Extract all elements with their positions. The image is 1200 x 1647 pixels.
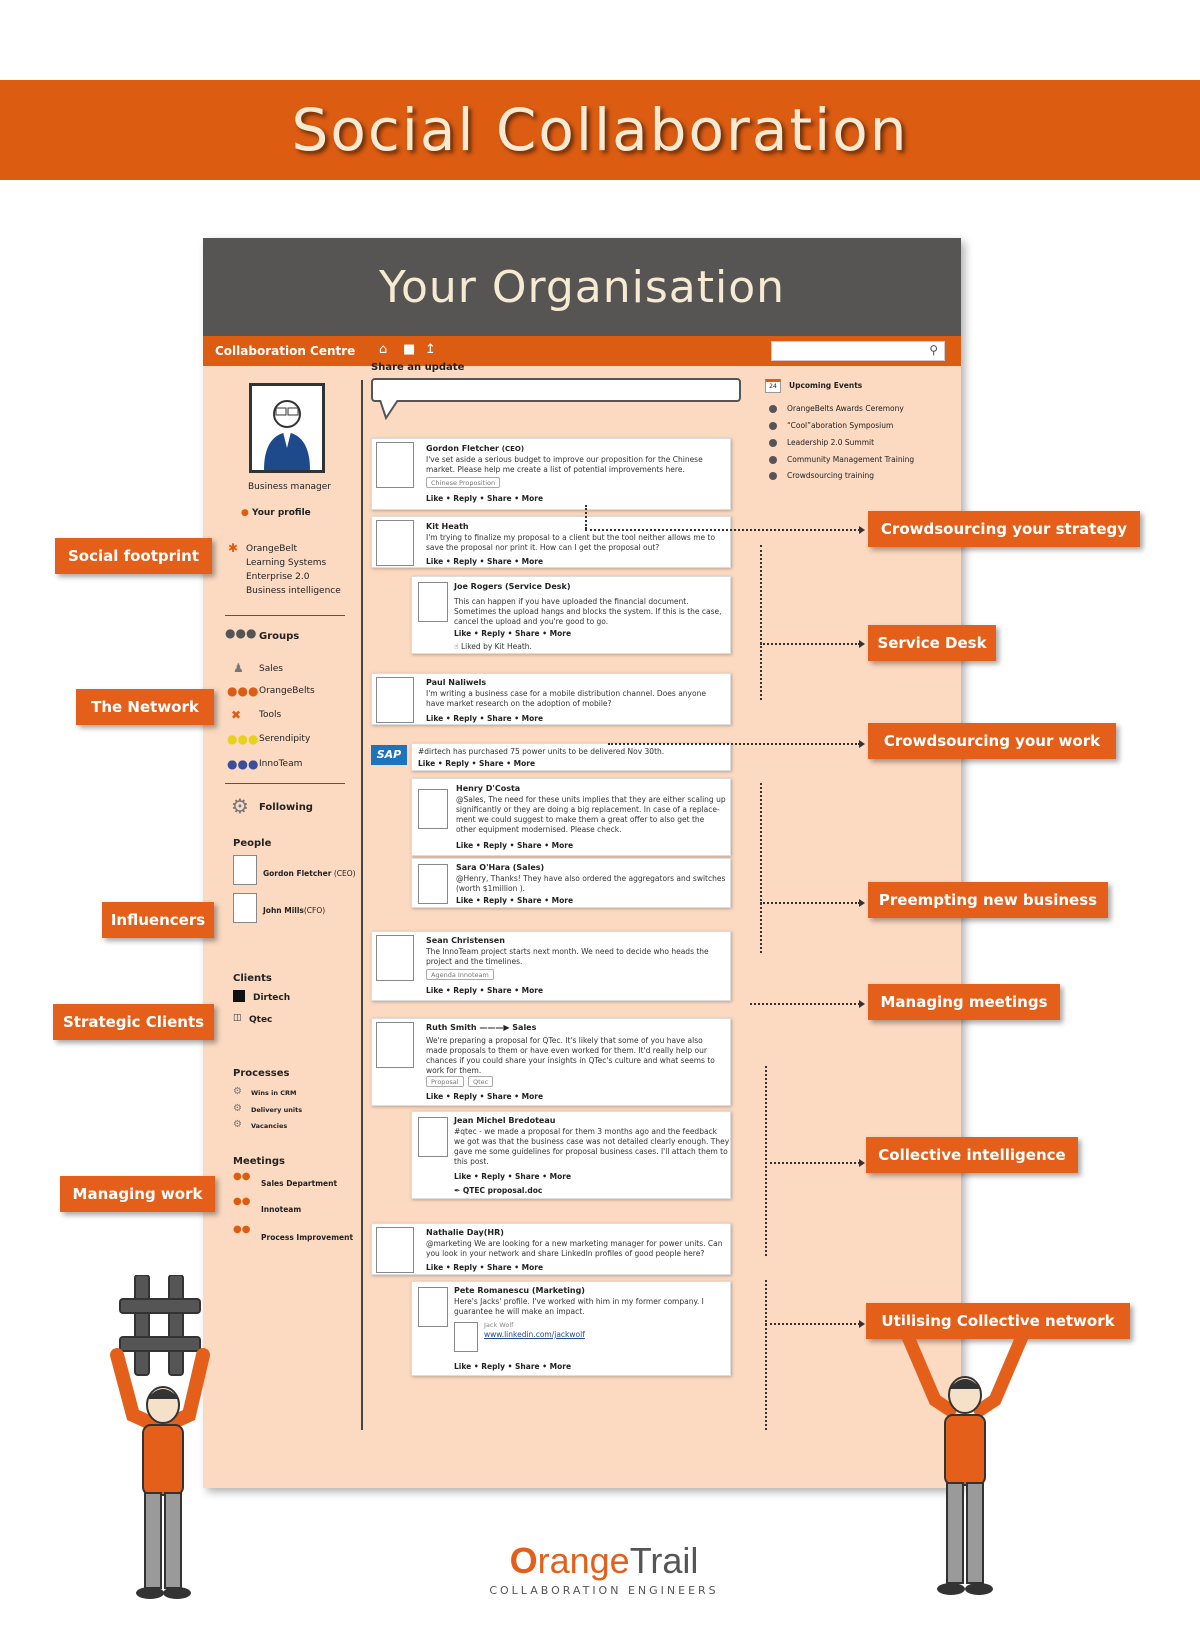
label-the-network: The Network <box>76 689 214 725</box>
separator: • <box>445 986 451 995</box>
share-button[interactable]: Share <box>487 494 512 503</box>
post-actions <box>426 494 543 503</box>
like-button[interactable]: Like <box>426 986 444 995</box>
avatar[interactable] <box>418 789 448 829</box>
separator: • <box>479 557 485 566</box>
post-card <box>411 743 731 771</box>
serendipity-group-icon: ●●● <box>227 732 259 746</box>
post-body: We're preparing a proposal for QTec. It's likely that some of you have also made proposals to them or have even worked for them. It'd really help our chances if you could share your insights in QTec's culture and what seems to work for them. <box>426 1036 715 1075</box>
like-button[interactable]: Like <box>426 557 444 566</box>
meeting-item[interactable]: Process Improvement <box>261 1233 354 1242</box>
group-item-tools[interactable]: Tools <box>259 710 282 720</box>
arrow-icon <box>859 1000 865 1008</box>
more-button[interactable]: More <box>549 629 572 638</box>
process-item[interactable]: Delivery units <box>251 1106 303 1114</box>
reply-button[interactable]: Reply <box>453 1263 477 1272</box>
pin-icon[interactable]: ↥ <box>425 342 436 357</box>
post-body: @Sales, The need for these units implies that they are either scaling up significantly or they are doing a big replacement. In case of a replace-ment we could suggest to make them a great offer to also get the other equipment modernised. Please check. <box>456 795 726 834</box>
reply-button[interactable]: Reply <box>453 714 477 723</box>
separator: • <box>479 494 485 503</box>
event-item[interactable] <box>769 471 874 480</box>
liked-by <box>454 642 532 652</box>
comment-icon[interactable]: ■ <box>403 342 416 357</box>
person-role: (CFO) <box>303 906 326 915</box>
post-actions <box>426 714 543 723</box>
share-button[interactable]: Share <box>515 1172 540 1181</box>
post-actions <box>454 629 571 638</box>
people-heading: People <box>233 838 272 849</box>
post-tag[interactable]: Proposal <box>426 1076 464 1087</box>
separator: • <box>479 986 485 995</box>
bullet-icon <box>769 472 777 480</box>
bullet-icon <box>769 405 777 413</box>
banner-title: Social Collaboration <box>291 96 909 164</box>
post-body: I've set aside a serious budget to improve our proposition for the Chinese market. Please help me create a list of potential improvements here. <box>426 455 703 474</box>
post-author[interactable]: Henry D'Costa <box>456 784 521 793</box>
like-button[interactable]: Like <box>426 1263 444 1272</box>
label-crowdsourcing-work: Crowdsourcing your work <box>868 723 1116 759</box>
like-button[interactable]: Like <box>454 1362 472 1371</box>
org-title: Your Organisation <box>378 261 786 313</box>
like-button[interactable]: Like <box>426 494 444 503</box>
innoteam-group-icon: ●●● <box>227 757 259 771</box>
author-name: Ruth Smith <box>426 1023 477 1032</box>
separator: • <box>479 1092 485 1101</box>
separator: • <box>514 986 520 995</box>
attachment[interactable] <box>454 1186 542 1195</box>
person-icon: ● <box>241 508 249 518</box>
event-label: Leadership 2.0 Summit <box>787 438 875 447</box>
separator: • <box>445 714 451 723</box>
reply-button[interactable]: Reply <box>483 841 507 850</box>
calendar-icon <box>765 379 781 393</box>
separator: • <box>471 759 477 768</box>
author-role: (CEO) <box>501 445 525 453</box>
linkedin-card-name: Jack Wolf <box>484 1321 514 1329</box>
avatar[interactable] <box>376 442 414 488</box>
like-button[interactable]: Like <box>456 896 474 905</box>
separator: • <box>514 1263 520 1272</box>
reply-button[interactable]: Reply <box>481 629 505 638</box>
thumbs-up-icon: ☝ <box>454 642 459 651</box>
label-managing-work: Managing work <box>60 1176 215 1212</box>
label-preempting-business: Preempting new business <box>868 882 1108 918</box>
more-button[interactable]: More <box>551 896 574 905</box>
separator: • <box>509 841 515 850</box>
share-button[interactable]: Share <box>515 1362 540 1371</box>
share-button[interactable]: Share <box>487 557 512 566</box>
meeting-icon: ●● <box>233 1171 251 1182</box>
nav-title[interactable]: Collaboration Centre <box>215 344 356 358</box>
post-tag[interactable]: Qtec <box>468 1076 493 1087</box>
post-body: @Henry, Thanks! They have also ordered the aggregators and switches (worth $1million ). <box>456 874 726 893</box>
post-card <box>411 576 731 654</box>
avatar[interactable] <box>418 582 448 622</box>
separator: • <box>542 1362 548 1371</box>
separator: • <box>514 557 520 566</box>
separator: • <box>506 759 512 768</box>
event-label: Crowdsourcing training <box>787 471 874 480</box>
avatar[interactable] <box>454 1322 478 1352</box>
more-button[interactable]: More <box>549 1172 572 1181</box>
label-strategic-clients: Strategic Clients <box>53 1004 214 1040</box>
skill-item[interactable]: OrangeBelt <box>246 544 297 554</box>
post-author[interactable]: Paul Naliwels <box>426 678 487 687</box>
org-card <box>203 238 961 1488</box>
more-button[interactable]: More <box>521 1263 544 1272</box>
process-item[interactable]: Vacancies <box>251 1122 288 1130</box>
event-item[interactable] <box>769 438 874 447</box>
post-body: The InnoTeam project starts next month. We need to decide who heads the project and the timelines. <box>426 947 709 966</box>
avatar[interactable] <box>418 1287 448 1327</box>
events-heading: Upcoming Events <box>789 381 863 390</box>
event-label: OrangeBelts Awards Ceremony <box>787 404 904 413</box>
share-label: Share an update <box>371 362 465 373</box>
post-actions <box>426 1092 543 1101</box>
connector-line <box>765 1066 767 1256</box>
like-button[interactable]: Like <box>426 1092 444 1101</box>
person-gordon[interactable] <box>263 869 356 878</box>
person-john[interactable] <box>263 906 325 915</box>
separator: • <box>507 629 513 638</box>
logo-first-letter: O <box>509 1540 538 1581</box>
connector-line <box>750 1003 860 1005</box>
more-button[interactable]: More <box>521 1092 544 1101</box>
arrow-icon <box>859 899 865 907</box>
avatar[interactable] <box>376 677 414 723</box>
post-card <box>411 858 731 908</box>
calendar-day: 24 <box>769 383 777 390</box>
bullet-icon <box>769 456 777 464</box>
meeting-item[interactable]: Sales Department <box>261 1179 338 1188</box>
separator: • <box>473 629 479 638</box>
processes-heading: Processes <box>233 1068 290 1079</box>
process-icon: ⚙ <box>233 1119 242 1130</box>
dirtech-icon <box>233 990 245 1002</box>
share-button[interactable]: Share <box>487 986 512 995</box>
gear-icon: ⚙ <box>231 794 249 818</box>
post-author[interactable]: Jean Michel Bredoteau <box>454 1116 556 1125</box>
post-actions <box>426 986 543 995</box>
org-header <box>203 238 961 336</box>
post-author[interactable]: Sean Christensen <box>426 936 505 945</box>
post-author[interactable] <box>426 444 524 453</box>
like-button[interactable]: Like <box>456 841 474 850</box>
avatar[interactable] <box>233 855 257 885</box>
groups-icon: ●●● <box>225 626 257 640</box>
separator: • <box>542 1172 548 1181</box>
separator: • <box>544 896 550 905</box>
more-button[interactable]: More <box>549 1362 572 1371</box>
process-item[interactable]: Wins in CRM <box>251 1089 297 1097</box>
separator: • <box>473 1362 479 1371</box>
post-card <box>411 1281 731 1376</box>
person-name: John Mills <box>263 906 304 915</box>
speech-tail-icon <box>378 400 402 420</box>
person-role: (CEO) <box>333 869 356 878</box>
connector-line <box>608 743 860 745</box>
connector-line <box>585 529 860 531</box>
post-actions <box>454 1172 571 1181</box>
event-item[interactable] <box>769 404 904 413</box>
more-button[interactable]: More <box>521 494 544 503</box>
group-item-orangebelts[interactable]: OrangeBelts <box>259 686 315 696</box>
separator: • <box>514 494 520 503</box>
arrow-icon <box>859 640 865 648</box>
avatar[interactable] <box>233 893 257 923</box>
post-card <box>411 778 731 856</box>
post-card <box>411 1111 731 1199</box>
separator: • <box>507 1172 513 1181</box>
groups-heading: Groups <box>259 631 300 642</box>
post-body: I'm writing a business case for a mobile distribution channel. Does anyone have market research on the adoption of mobile? <box>426 689 706 708</box>
post-body: I'm trying to finalize my proposal to a client but the tool neither allows me to save the proposal nor print it. How can I get the proposal out? <box>426 533 716 552</box>
user-avatar-icon <box>252 386 322 470</box>
post-body: Here's Jacks' profile. I've worked with him in my former company. I guarantee he will make an impact. <box>454 1297 704 1316</box>
connector-line <box>765 1323 860 1325</box>
skill-item[interactable]: Learning Systems <box>246 558 327 568</box>
meeting-icon: ●● <box>233 1196 251 1207</box>
separator: • <box>542 629 548 638</box>
share-button[interactable]: Share <box>487 1092 512 1101</box>
sap-logo: SAP <box>371 745 407 765</box>
linkedin-link[interactable]: www.linkedin.com/jackwolf <box>484 1330 585 1339</box>
reply-button[interactable]: Reply <box>453 1092 477 1101</box>
arrow-icon <box>859 1159 865 1167</box>
post-body: This can happen if you have uploaded the financial document. Sometimes the upload hangs and blocks the system. If this is the case, cancel the upload and you're good to go. <box>454 597 722 626</box>
post-card <box>371 1223 731 1275</box>
author-name: Gordon Fletcher <box>426 444 499 453</box>
search-input[interactable] <box>771 341 945 361</box>
person-holding-hashtag-illustration <box>105 1275 225 1605</box>
avatar[interactable] <box>376 520 414 566</box>
more-button[interactable]: More <box>513 759 536 768</box>
post-actions <box>456 896 573 905</box>
like-button[interactable]: Like <box>454 1172 472 1181</box>
post-author[interactable]: Kit Heath <box>426 522 469 531</box>
label-utilising-network: Utilising Collective network <box>866 1303 1130 1339</box>
avatar[interactable] <box>376 1022 414 1068</box>
avatar[interactable] <box>418 864 448 904</box>
arrow-right-icon: ———▶ <box>479 1023 510 1032</box>
column-divider <box>361 380 363 1430</box>
logo-orange-text: range <box>537 1540 630 1581</box>
event-label: Community Management Training <box>787 455 915 464</box>
separator: • <box>473 1172 479 1181</box>
tools-icon: ✖ <box>231 708 242 722</box>
bullet-icon <box>769 422 777 430</box>
label-managing-meetings: Managing meetings <box>868 984 1060 1020</box>
home-icon[interactable]: ⌂ <box>379 342 388 357</box>
following-heading: Following <box>259 802 313 813</box>
post-actions <box>456 841 573 850</box>
reply-button[interactable]: Reply <box>453 986 477 995</box>
your-profile-label: Your profile <box>252 508 311 518</box>
separator: • <box>445 557 451 566</box>
logo-grey-text: Trail <box>629 1540 699 1581</box>
post-card <box>371 1018 731 1106</box>
like-button[interactable]: Like <box>426 714 444 723</box>
share-button[interactable]: Share <box>517 841 542 850</box>
post-actions <box>418 759 535 768</box>
avatar[interactable] <box>376 935 414 981</box>
connector-line <box>765 1162 860 1164</box>
clients-heading: Clients <box>233 973 272 984</box>
skill-item[interactable]: Enterprise 2.0 <box>246 572 310 582</box>
post-author[interactable]: Sara O'Hara (Sales) <box>456 863 545 872</box>
event-item[interactable] <box>769 455 914 464</box>
post-card <box>371 673 731 725</box>
recipient-group: Sales <box>512 1023 537 1032</box>
post-body: #dirtech has purchased 75 power units to be delivered Nov 30th. <box>418 747 665 756</box>
separator: • <box>475 841 481 850</box>
avatar[interactable] <box>376 1227 414 1273</box>
attachment-name: QTEC proposal.doc <box>462 1186 543 1195</box>
share-button[interactable]: Share <box>487 714 512 723</box>
person-name: Gordon Fletcher <box>263 869 332 878</box>
logo-wordmark <box>484 1540 724 1582</box>
reply-button[interactable]: Reply <box>483 896 507 905</box>
separator: • <box>507 1362 513 1371</box>
post-tag[interactable]: Chinese Proposition <box>426 477 500 488</box>
share-button[interactable]: Share <box>517 896 542 905</box>
post-card <box>371 516 731 568</box>
bullet-icon <box>769 439 777 447</box>
group-item-serendipity[interactable]: Serendipity <box>259 734 311 744</box>
post-body: @marketing We are looking for a new marketing manager for power units. Can you look in your network and share LinkedIn profiles of good people here? <box>426 1239 723 1258</box>
qtec-icon: ◫ <box>233 1013 242 1023</box>
profile-role: Business manager <box>248 482 331 492</box>
more-button[interactable]: More <box>521 557 544 566</box>
post-tag[interactable]: Agenda Innoteam <box>426 969 494 980</box>
reply-button[interactable]: Reply <box>481 1362 505 1371</box>
separator: • <box>437 759 443 768</box>
post-body: #qtec - we made a proposal for them 3 months ago and the feedback we got was that the business case was not detailed clearly enough. They gave me some guidelines for proposal business cases. I'll attach them to this post. <box>454 1127 730 1166</box>
event-label: “Cool”aboration Symposium <box>787 421 894 430</box>
orangetrail-logo <box>484 1540 724 1597</box>
more-button[interactable]: More <box>521 714 544 723</box>
orangebelts-group-icon: ●●● <box>227 684 259 698</box>
label-crowdsourcing-strategy: Crowdsourcing your strategy <box>868 511 1140 547</box>
reply-button[interactable]: Reply <box>445 759 469 768</box>
label-service-desk: Service Desk <box>868 625 996 661</box>
paperclip-icon: ✒ <box>454 1186 461 1195</box>
reply-button[interactable]: Reply <box>481 1172 505 1181</box>
label-influencers: Influencers <box>102 902 214 938</box>
divider <box>225 615 345 616</box>
post-card <box>371 438 731 510</box>
process-icon: ⚙ <box>233 1103 242 1114</box>
post-card <box>371 931 731 1001</box>
reply-button[interactable]: Reply <box>453 557 477 566</box>
share-input[interactable] <box>371 378 741 402</box>
meetings-heading: Meetings <box>233 1156 285 1167</box>
separator: • <box>514 714 520 723</box>
group-item-innoteam[interactable]: InnoTeam <box>259 759 303 769</box>
arrow-icon <box>859 526 865 534</box>
separator: • <box>514 1092 520 1101</box>
post-author[interactable] <box>426 1023 536 1032</box>
cheering-person-illustration <box>895 1325 1035 1605</box>
label-social-footprint: Social footprint <box>55 538 212 574</box>
more-button[interactable]: More <box>551 841 574 850</box>
separator: • <box>445 1092 451 1101</box>
post-actions <box>426 1263 543 1272</box>
like-button[interactable]: Like <box>418 759 436 768</box>
connector-line <box>585 505 587 529</box>
like-button[interactable]: Like <box>454 629 472 638</box>
process-icon: ⚙ <box>233 1086 242 1097</box>
arrow-icon <box>859 1320 865 1328</box>
navbar <box>203 336 961 366</box>
separator: • <box>475 896 481 905</box>
post-author[interactable]: Pete Romanescu (Marketing) <box>454 1286 585 1295</box>
share-button[interactable]: Share <box>515 629 540 638</box>
connector-line <box>760 545 762 700</box>
separator: • <box>479 714 485 723</box>
sales-group-icon: ♟ <box>233 661 244 675</box>
group-item-sales[interactable]: Sales <box>259 664 283 674</box>
separator: • <box>445 1263 451 1272</box>
search-icon[interactable]: ⚲ <box>929 343 938 357</box>
client-item-dirtech[interactable]: Dirtech <box>253 993 291 1003</box>
avatar[interactable] <box>418 1117 448 1157</box>
banner <box>0 80 1200 180</box>
connector-line <box>760 902 860 904</box>
client-item-qtec[interactable]: Qtec <box>249 1015 273 1025</box>
connector-line <box>760 783 762 953</box>
separator: • <box>479 1263 485 1272</box>
reply-button[interactable]: Reply <box>453 494 477 503</box>
share-button[interactable]: Share <box>487 1263 512 1272</box>
connector-line <box>760 643 860 645</box>
avatar[interactable] <box>249 383 325 473</box>
meeting-item[interactable]: Innoteam <box>261 1205 302 1214</box>
logo-tagline: COLLABORATION ENGINEERS <box>489 1584 719 1597</box>
post-actions <box>454 1362 571 1371</box>
skill-item[interactable]: Business intelligence <box>246 586 341 596</box>
post-actions <box>426 557 543 566</box>
label-collective-intelligence: Collective intelligence <box>866 1137 1078 1173</box>
divider <box>225 783 345 784</box>
post-author[interactable]: Nathalie Day(HR) <box>426 1228 504 1237</box>
arrow-icon <box>859 740 865 748</box>
separator: • <box>509 896 515 905</box>
liked-by-text: Liked by Kit Heath. <box>460 642 532 651</box>
connector-line <box>765 1280 767 1430</box>
more-button[interactable]: More <box>521 986 544 995</box>
meeting-icon: ●● <box>233 1224 251 1235</box>
star-icon: ✱ <box>228 541 239 555</box>
share-button[interactable]: Share <box>479 759 504 768</box>
event-item[interactable] <box>769 421 893 430</box>
separator: • <box>445 494 451 503</box>
your-profile-link[interactable] <box>241 508 311 518</box>
separator: • <box>544 841 550 850</box>
post-author[interactable]: Joe Rogers (Service Desk) <box>454 582 571 591</box>
